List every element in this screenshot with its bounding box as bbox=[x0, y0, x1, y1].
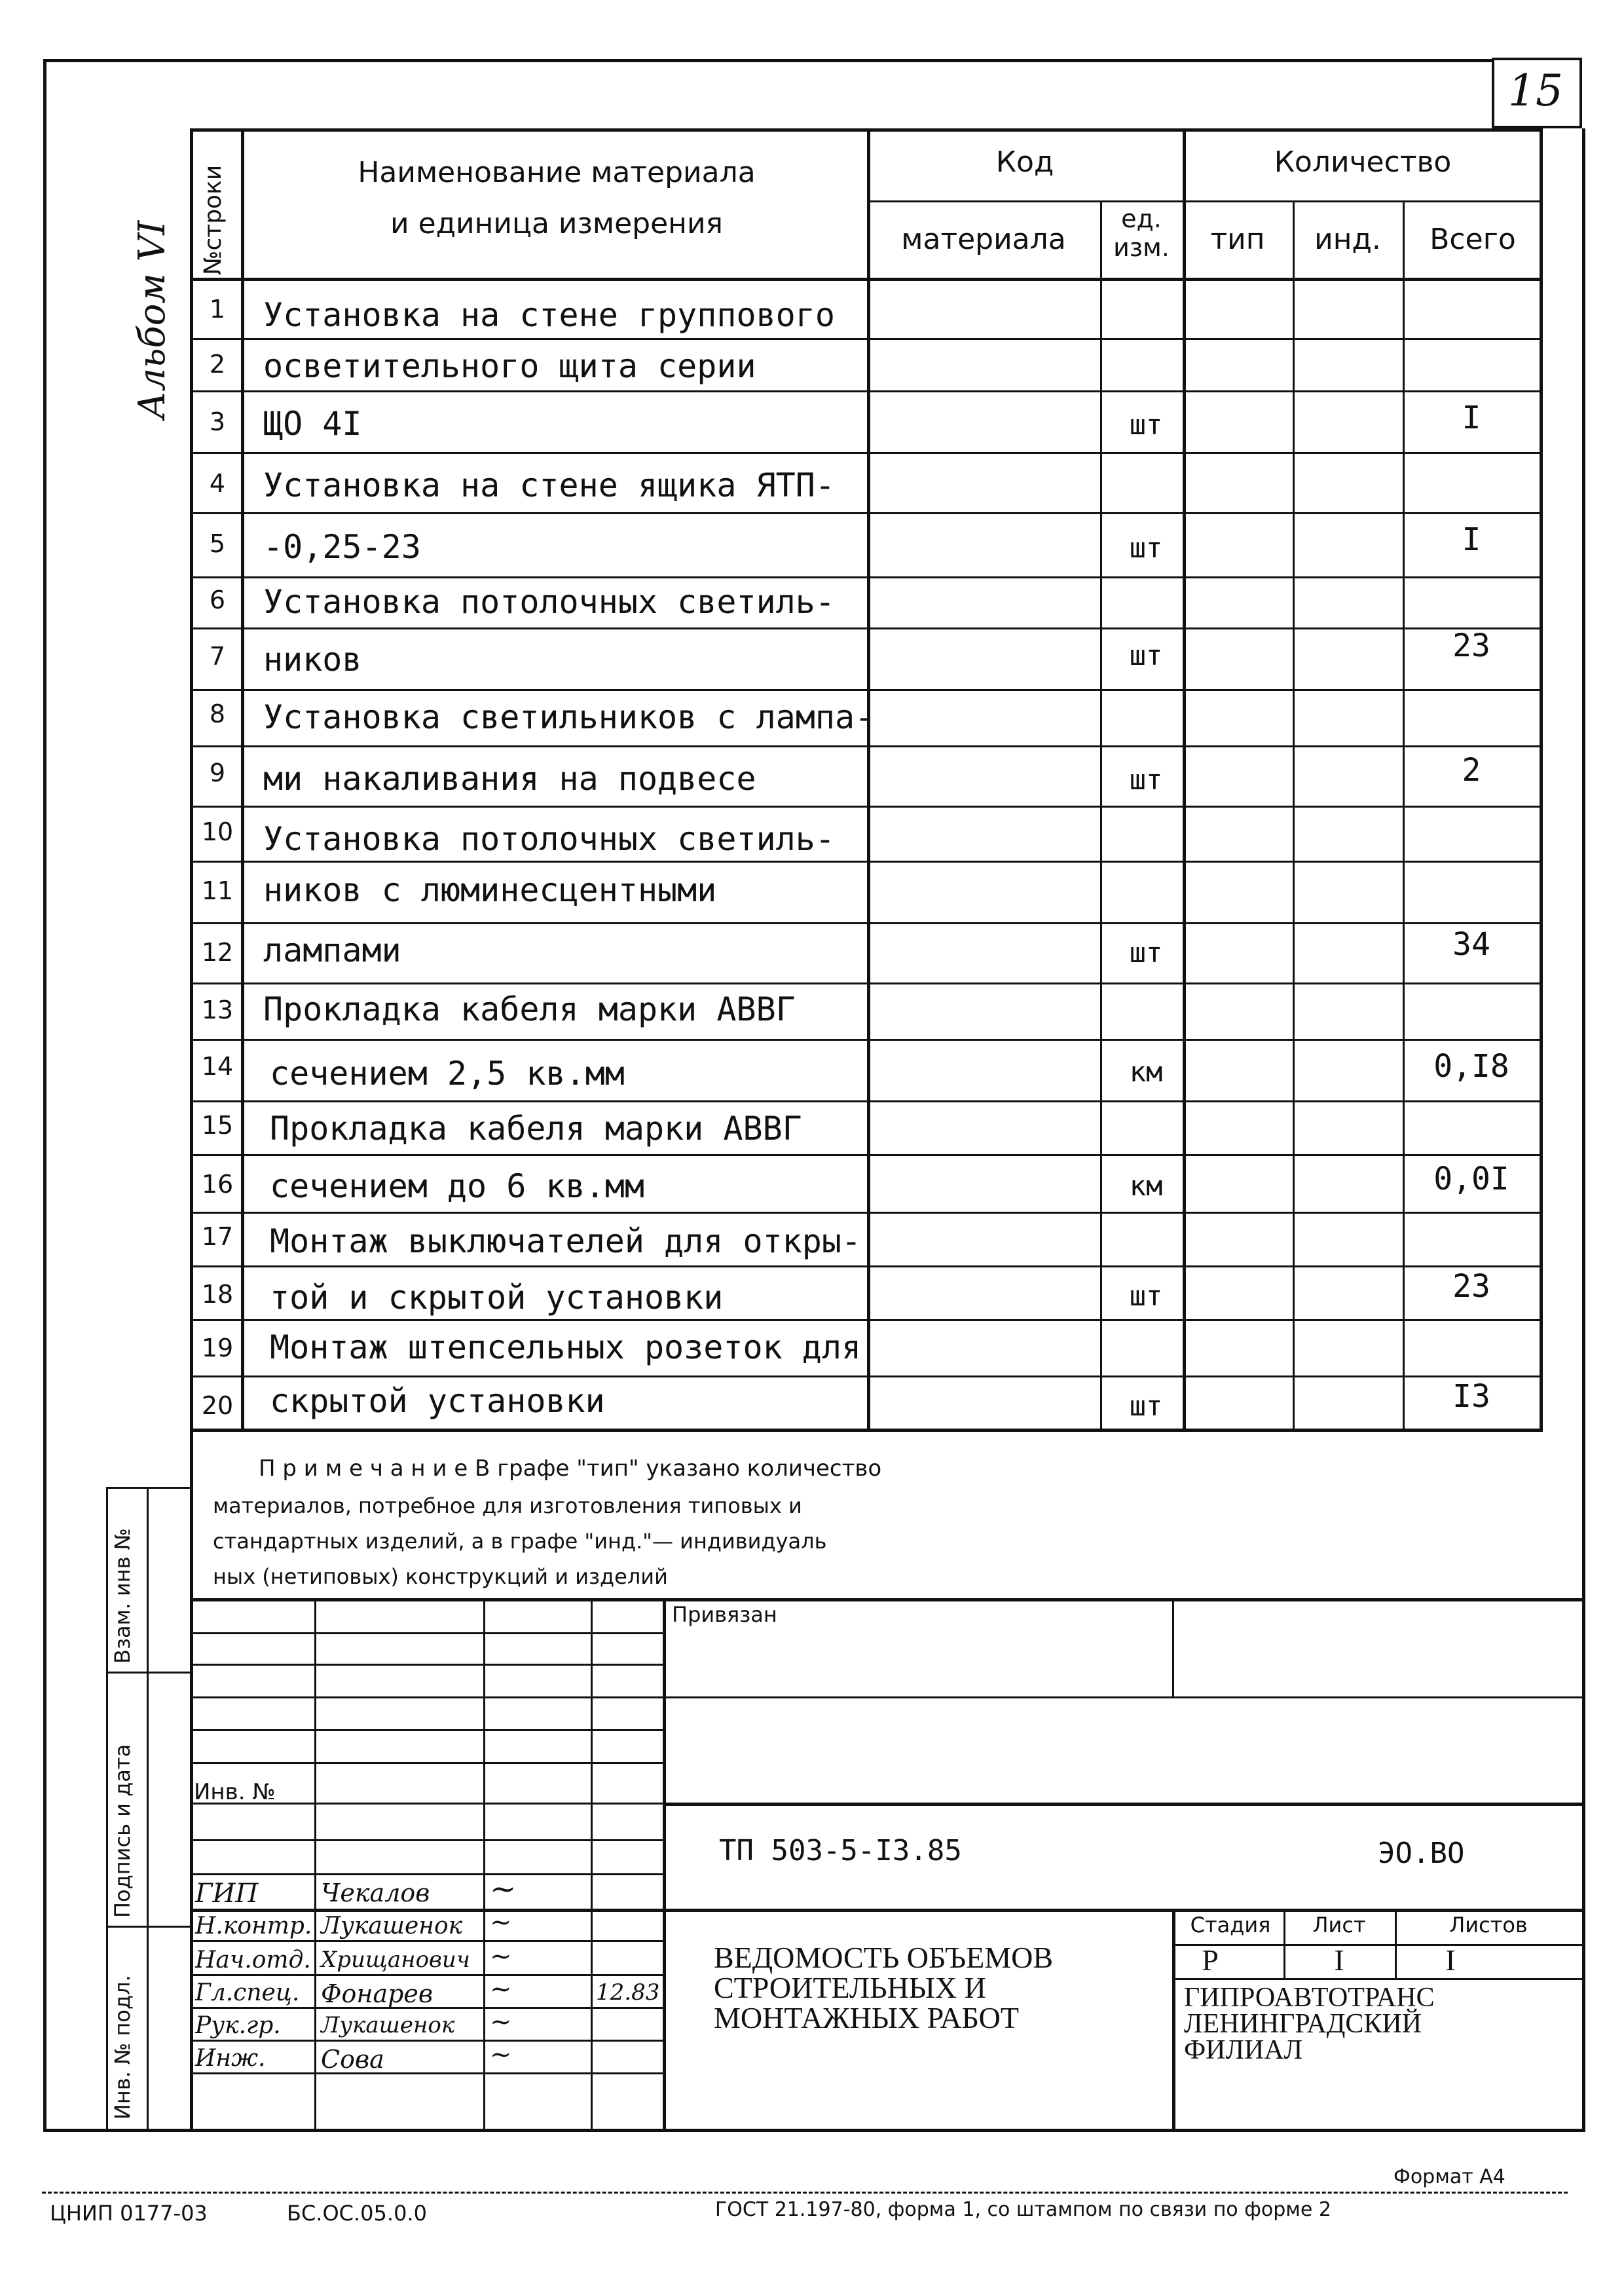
inv-no-label: Инв. № bbox=[194, 1779, 276, 1805]
signature-mark: ~ bbox=[490, 1871, 517, 1907]
document-page: 15 Альбом VI №строки Наименование материала и единица измерения Код Количество материала ед. изм. тип инд. Всего 1 Установка на стене группового 2 осветительного щита серии 3 ЩО 4I шт I 4 Установка на стене ящика ЯТП- 5 -0,25-23 шт I 6 Установка потолочных светиль- 7 ников шт 23 8 Установка светильников с лампа- 9 ми накаливания на подвесе шт 2 10 Установка потолочных светиль- 11 ников с люминесцентными 12 лампами шт 34 13 Прокладка кабеля марки АВВГ 14 сечением 2,5 кв.мм км 0,I8 15 Прокладка кабеля марки АВВГ 16 сечением до 6 кв.мм км 0,0I 17 Монтаж выключателей для откры- 18 той и скрытой установки шт 23 19 Монтаж штепсельных розеток для 20 скрытой установки шт I3 П р и м е ч а н и е В графе "тип" указано количество материалов, потребное для изготовления типовых и стандартных изделий, а в графе "инд."— индивидуаль ных (нетиповых) конструкций и изделий Привязан Инв. № ТП 503-5-I3.85 ЭО.ВО ВЕДОМОСТЬ ОБЪЕМОВ СТРОИТЕЛЬНЫХ И МОНТАЖНЫХ РАБОТ Стадия Лист Листов Р I I ГИПРОАВТОТРАНС ЛЕНИНГРАДСКИЙ ФИЛИАЛ ГИП Чекалов ~ Н.контр. Лукашенок ~ Нач.отд. Хрищанович ~ Гл.спец. Фонарев ~ 12.83 Рук.гр. Лукашенок ~ Инж. Сова ~ Взам. инв № Подпись и дата Инв. № подл. Формат А4 ЦНИП 0177-03 БС.ОС.05.0.0 ГОСТ 21.197-80, форма 1, со штампом по связи по форме 2 bbox=[0, 0, 1624, 2282]
signature-mark: ~ bbox=[490, 2040, 512, 2070]
frame-bottom-line bbox=[43, 2129, 1585, 2132]
signature-mark: ~ bbox=[490, 1907, 512, 1937]
header-row-number: №строки bbox=[200, 164, 227, 275]
privyazan-label: Привязан bbox=[672, 1602, 777, 1627]
doc-title bbox=[714, 1943, 1053, 2033]
side-label-vzam: Взам. инв № bbox=[110, 1527, 135, 1664]
note-line-2: материалов, потребное для изготовления типовых и bbox=[213, 1493, 802, 1518]
col-line-material bbox=[1100, 200, 1102, 1432]
doc-title-line-2: СТРОИТЕЛЬНЫХ И bbox=[714, 1971, 986, 2004]
organization bbox=[1184, 1985, 1435, 2063]
sheet-number: 15 bbox=[1508, 65, 1563, 116]
format-label: Формат А4 bbox=[1393, 2165, 1505, 2188]
sheet-value: I bbox=[1334, 1943, 1344, 1977]
org-line-2: ЛЕНИНГРАДСКИЙ bbox=[1184, 2009, 1422, 2039]
header-code-unit: ед. изм. bbox=[1113, 204, 1170, 262]
stage-label: Стадия bbox=[1190, 1913, 1271, 1937]
side-label-podpis: Подпись и дата bbox=[110, 1744, 135, 1918]
header-code: Код bbox=[995, 145, 1054, 179]
org-line-1: ГИПРОАВТОТРАНС bbox=[1184, 1983, 1435, 2013]
footer-left: ЦНИП 0177-03 bbox=[50, 2201, 208, 2226]
signature-mark: ~ bbox=[490, 1974, 512, 2004]
signature-mark: ~ bbox=[490, 1941, 512, 1972]
sheets-label: Листов bbox=[1449, 1913, 1528, 1937]
footer-mid: БС.ОС.05.0.0 bbox=[287, 2201, 427, 2226]
sheets-value: I bbox=[1445, 1943, 1456, 1977]
frame-top-line bbox=[43, 59, 1492, 62]
col-line-name bbox=[867, 128, 870, 1432]
doc-title-line-3: МОНТАЖНЫХ РАБОТ bbox=[714, 2001, 1019, 2034]
header-mid-line bbox=[867, 200, 1543, 202]
header-code-material: материала bbox=[901, 223, 1066, 256]
side-label-inv-podl: Инв. № подл. bbox=[110, 1975, 135, 2120]
doc-code: ТП 503-5-I3.85 bbox=[719, 1834, 962, 1867]
signature-mark: ~ bbox=[490, 2007, 512, 2037]
org-line-3: ФИЛИАЛ bbox=[1184, 2035, 1303, 2065]
frame-right-line bbox=[1582, 128, 1585, 2129]
sheet-label: Лист bbox=[1312, 1913, 1366, 1937]
footer-right: ГОСТ 21.197-80, форма 1, со штампом по связи по форме 2 bbox=[715, 2198, 1331, 2221]
header-quantity: Количество bbox=[1274, 145, 1452, 179]
col-line-type bbox=[1293, 200, 1295, 1432]
header-name-line2: и единица измерения bbox=[390, 207, 724, 240]
note-line-1: П р и м е ч а н и е В графе "тип" указано количество bbox=[259, 1455, 882, 1482]
header-name-line1: Наименование материала bbox=[358, 156, 756, 189]
header-qty-total: Всего bbox=[1430, 223, 1516, 256]
col-line-num bbox=[241, 128, 244, 1432]
stage-value: Р bbox=[1202, 1943, 1219, 1977]
header-qty-type: тип bbox=[1210, 223, 1265, 256]
doc-title-line-1: ВЕДОМОСТЬ ОБЪЕМОВ bbox=[714, 1941, 1054, 1974]
album-label: Альбом VI bbox=[131, 220, 174, 419]
note-line-3: стандартных изделий, а в графе "инд."— индивидуаль bbox=[213, 1529, 827, 1554]
header-qty-ind: инд. bbox=[1314, 223, 1381, 256]
doc-mark: ЭО.ВО bbox=[1378, 1837, 1465, 1870]
frame-left-line bbox=[43, 59, 46, 2129]
col-line-ind bbox=[1403, 200, 1405, 1432]
footer-line bbox=[42, 2192, 1568, 2194]
header-bottom-line bbox=[190, 278, 1543, 281]
note-line-4: ных (нетиповых) конструкций и изделий bbox=[213, 1564, 668, 1589]
